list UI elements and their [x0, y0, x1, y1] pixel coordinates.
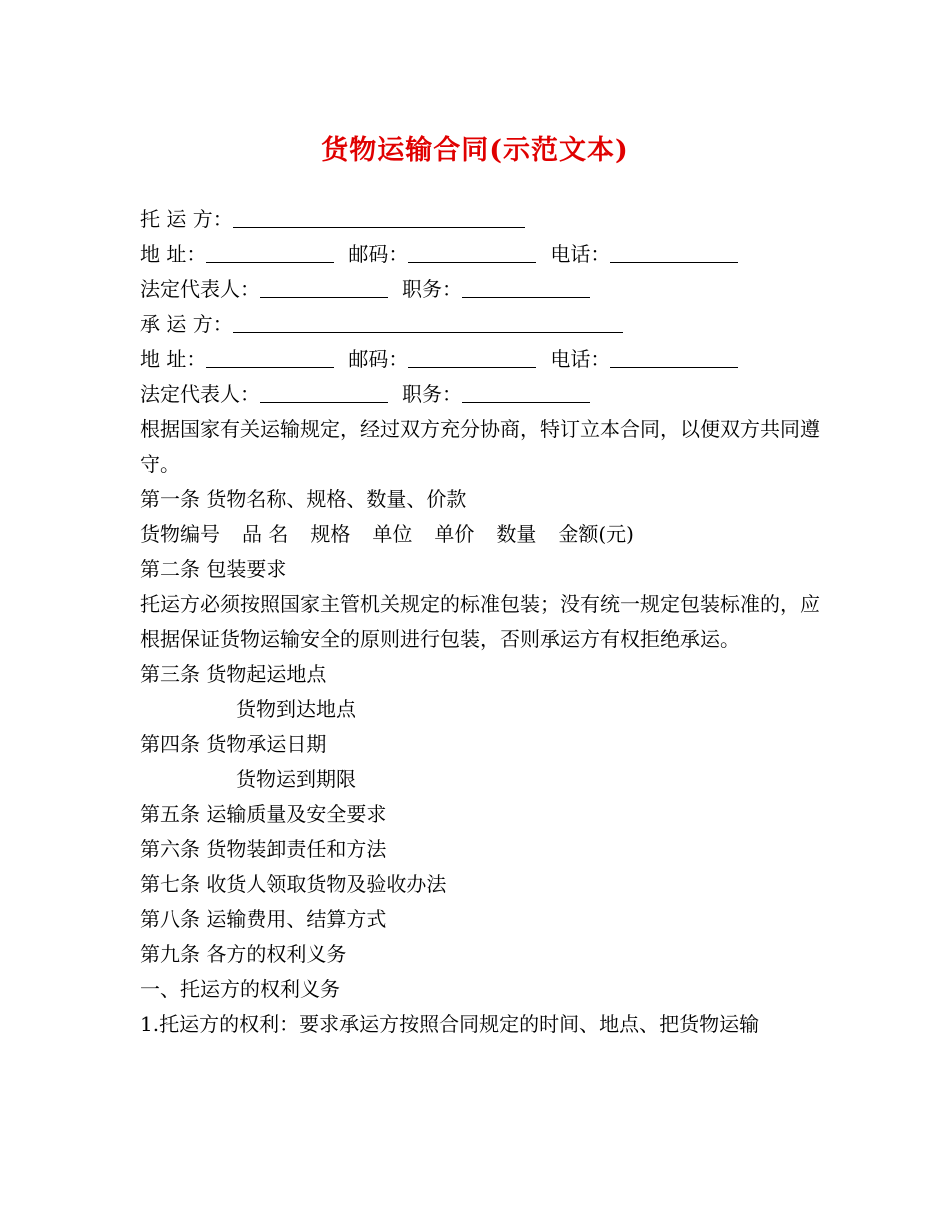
carrier-line — [140, 307, 820, 342]
shipper-address-label: 地 址： — [140, 242, 207, 266]
document-body — [140, 202, 820, 1042]
carrier-position-blank — [462, 382, 590, 403]
carrier-legal-rep-label: 法定代表人： — [140, 382, 260, 406]
carrier-legal-rep-blank — [260, 382, 388, 403]
shipper-legal-rep-line — [140, 272, 820, 307]
section-1-heading: 一、托运方的权利义务 — [140, 977, 340, 1001]
shipper-address-blank — [206, 242, 334, 263]
shipper-name-blank — [233, 207, 525, 228]
shipper-phone-label: 电话： — [550, 242, 611, 266]
shipper-postcode-label: 邮码： — [348, 242, 409, 266]
column-amount: 金额(元) — [558, 522, 634, 546]
article-8-heading: 第八条 运输费用、结算方式 — [140, 907, 387, 931]
carrier-address-line — [140, 342, 820, 377]
article-3-sub: 货物到达地点 — [236, 697, 356, 721]
goods-columns-row — [140, 517, 820, 552]
article-4-heading: 第四条 货物承运日期 — [140, 732, 327, 756]
shipper-label: 托 运 方： — [140, 207, 233, 231]
column-unit-price: 单价 — [434, 522, 475, 546]
article-5-heading: 第五条 运输质量及安全要求 — [140, 802, 387, 826]
shipper-address-line — [140, 237, 820, 272]
article-3-heading: 第三条 货物起运地点 — [140, 662, 327, 686]
intro-paragraph: 根据国家有关运输规定，经过双方充分协商，特订立本合同，以便双方共同遵守。 — [140, 417, 820, 476]
carrier-address-blank — [206, 347, 334, 368]
article-2-text: 托运方必须按照国家主管机关规定的标准包装；没有统一规定包装标准的，应根据保证货物运输安全的原则进行包装，否则承运方有权拒绝承运。 — [140, 592, 820, 651]
carrier-postcode-blank — [408, 347, 536, 368]
carrier-address-label: 地 址： — [140, 347, 207, 371]
column-quantity: 数量 — [496, 522, 537, 546]
shipper-legal-rep-label: 法定代表人： — [140, 277, 260, 301]
document-title: 货物运输合同(示范文本) — [321, 135, 629, 166]
shipper-postcode-blank — [408, 242, 536, 263]
article-4-sub: 货物运到期限 — [236, 767, 356, 791]
carrier-position-label: 职务： — [402, 382, 462, 406]
shipper-phone-blank — [610, 242, 738, 263]
article-9-heading: 第九条 各方的权利义务 — [140, 942, 347, 966]
carrier-phone-blank — [610, 347, 738, 368]
column-unit: 单位 — [372, 522, 413, 546]
shipper-line — [140, 202, 820, 237]
article-6-heading: 第六条 货物装卸责任和方法 — [140, 837, 387, 861]
article-2-heading: 第二条 包装要求 — [140, 557, 287, 581]
column-spec: 规格 — [310, 522, 351, 546]
carrier-phone-label: 电话： — [550, 347, 611, 371]
column-product-name: 品 名 — [242, 522, 289, 546]
shipper-position-label: 职务： — [402, 277, 462, 301]
carrier-legal-rep-line — [140, 377, 820, 412]
shipper-position-blank — [462, 277, 590, 298]
carrier-postcode-label: 邮码： — [348, 347, 409, 371]
article-7-heading: 第七条 收货人领取货物及验收办法 — [140, 872, 447, 896]
carrier-label: 承 运 方： — [140, 312, 233, 336]
shipper-legal-rep-blank — [260, 277, 388, 298]
column-goods-no: 货物编号 — [140, 522, 220, 546]
article-1-heading: 第一条 货物名称、规格、数量、价款 — [140, 487, 467, 511]
item-1-text: 1.托运方的权利：要求承运方按照合同规定的时间、地点、把货物运输 — [140, 1012, 760, 1036]
carrier-name-blank — [233, 312, 623, 333]
